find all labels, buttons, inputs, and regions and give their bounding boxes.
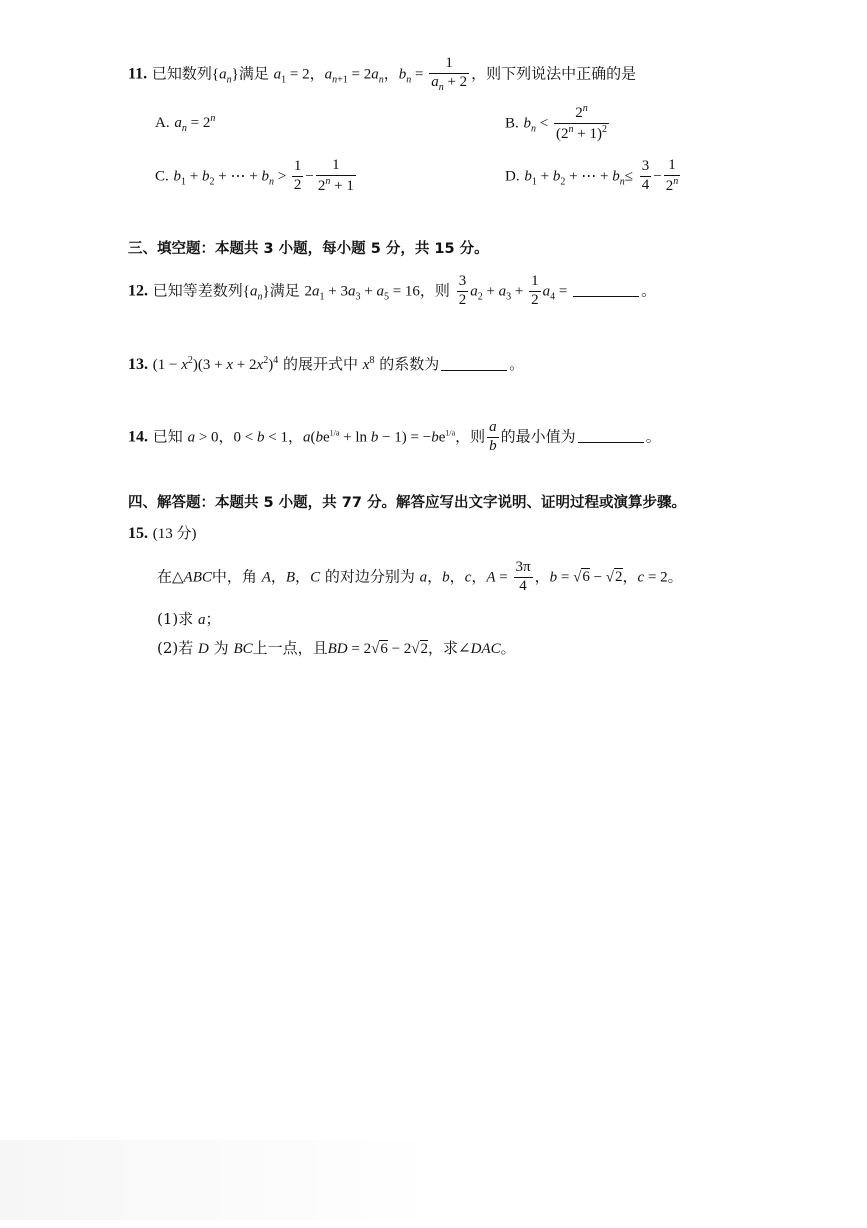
- answer-blank[interactable]: [573, 296, 639, 297]
- q12-text-b: 满足: [269, 281, 300, 300]
- q13-text-a: 的展开式中: [282, 355, 358, 373]
- section-title-solutions: 四、解答题：本题共 5 小题，共 77 分。解答应写出文字说明、证明过程或演算步骤。: [128, 495, 686, 511]
- q15-part2-c: 上一点，且: [252, 639, 328, 657]
- q11-d-frac2: $\frac{1}{2^n}$: [665, 157, 679, 194]
- q15-part2: (2)若 D 为 BC上一点，且BD = 2√6 − 2√2，求∠DAC。: [157, 639, 516, 657]
- q15-stem: 在△ABC中，角 A，B，C 的对边分别为 a，b，c，A = $\frac{3\pi}{4}$ ，b = √6 − √2，c = 2。: [157, 559, 683, 594]
- q14-text-c: 的最小值为: [500, 427, 576, 446]
- q12-text-c: 则: [434, 281, 450, 300]
- q11-c-frac1: $\frac{1}{2}$: [293, 158, 302, 193]
- question-number: 11.: [128, 65, 148, 83]
- q15-part1-label: (1)求: [157, 610, 194, 628]
- q15-part2-label: (2)若: [157, 639, 194, 657]
- q14-frac: $\frac{a}{b}$: [489, 419, 497, 454]
- q15-score: (13 分): [152, 526, 197, 542]
- q13-stem: 13. $(1 - x^2)(3 + x + 2x^2)^4$ 的展开式中 $x^8$ 的系数为 。: [128, 355, 525, 373]
- option-label: C.: [155, 168, 169, 185]
- q11-stem: 11. 已知数列$\{a_n\}$满足 $a_1 = 2$，$a_{n+1} = 2a_n$，$b_n$ = $\frac{1}{a_n + 2}$ ，则下列说法中正确的是: [128, 55, 637, 93]
- q15-text-b: 中，角: [211, 567, 257, 586]
- q14-text-a: 已知: [152, 427, 183, 446]
- q15-part1: (1)求 a；: [157, 610, 221, 628]
- q15-part2-d: ，求∠: [428, 639, 471, 657]
- q15-header: [128, 526, 197, 542]
- scan-shadow: [0, 1140, 440, 1220]
- q14-stem: 14. 已知 a > 0，0 < b < 1，$a(be^{1/a} + \ln b - 1) = -be^{1/a}$，则 $\frac{a}{b}$ 的最小值为 。: [128, 419, 661, 454]
- q12-stem: 12. 已知等差数列$\{a_n\}$满足 $2a_1 + 3a_3 + a_5 = 16$，则 $\frac{3}{2}$ $a_2 + a_3$ + $\frac{1}{2}$ $a_4$ = 。: [128, 273, 657, 308]
- q13-end: 。: [509, 355, 525, 373]
- option-label: A.: [155, 115, 170, 131]
- q12-end: 。: [641, 281, 657, 300]
- q11-text-a: 已知数列: [151, 64, 212, 83]
- q11-fraction: $\frac{1}{a_n + 2}$: [431, 55, 468, 93]
- answer-blank[interactable]: [578, 442, 644, 443]
- q15-part2-end: 。: [500, 639, 516, 657]
- q12-frac2: $\frac{1}{2}$: [531, 273, 539, 308]
- question-number: 13.: [128, 356, 148, 373]
- option-label: B.: [505, 115, 519, 132]
- q15-text-a: 在△: [157, 567, 184, 586]
- q15-text-c: 的对边分别为: [324, 567, 415, 586]
- option-label: D.: [505, 168, 520, 185]
- question-number: 14.: [128, 428, 148, 446]
- q12-frac1: $\frac{3}{2}$: [458, 273, 467, 308]
- q14-text-b: 则: [470, 427, 486, 446]
- q15-part2-b: 为: [213, 639, 229, 657]
- q11-c-frac2: $\frac{1}{2^n + 1}$: [317, 157, 354, 194]
- q15-frac: $\frac{3\pi}{4}$: [515, 559, 531, 594]
- q11-b-fraction: $\frac{2^n}{(2^n + 1)^2}$: [556, 103, 607, 142]
- q15-part1-end: ；: [205, 610, 221, 628]
- q11-text-c: 则下列说法中正确的是: [486, 64, 637, 83]
- answer-blank[interactable]: [441, 370, 507, 371]
- q13-text-b: 的系数为: [379, 355, 440, 373]
- q11-option-d[interactable]: D. $b_1 + b_2$ + ⋯ + $b_n\le$ $\frac{3}{4}$ − $\frac{1}{2^n}$: [505, 157, 679, 194]
- question-number: 12.: [128, 282, 148, 300]
- q11-d-frac1: $\frac{3}{4}$: [641, 158, 650, 193]
- question-number: 15.: [128, 525, 148, 542]
- q11-text-b: 满足: [238, 64, 269, 83]
- q14-end: 。: [645, 427, 661, 446]
- q12-text-a: 已知等差数列: [152, 281, 243, 300]
- q11-option-a[interactable]: A. $a_n = 2^n$: [155, 113, 216, 134]
- section-title-fill-in: 三、填空题：本题共 3 小题，每小题 5 分，共 15 分。: [128, 241, 489, 257]
- q11-option-b[interactable]: B. $b_n$ < $\frac{2^n}{(2^n + 1)^2}$: [505, 103, 607, 142]
- q11-option-c[interactable]: C. $b_1 + b_2$ + ⋯ + $b_n$ > $\frac{1}{2}$ − $\frac{1}{2^n + 1}$: [155, 157, 354, 194]
